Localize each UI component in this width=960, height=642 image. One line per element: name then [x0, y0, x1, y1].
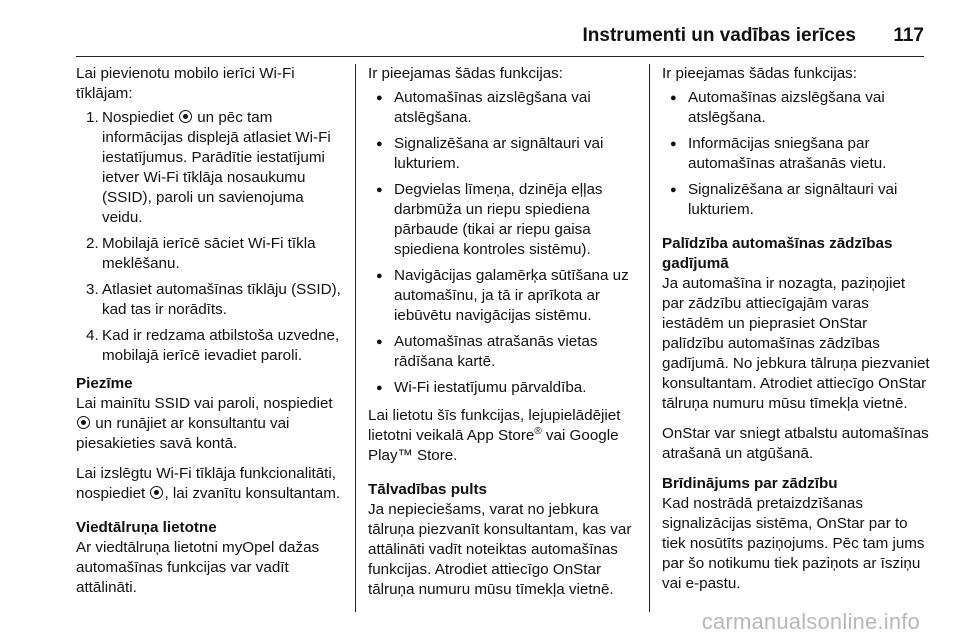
header-rule	[76, 56, 924, 57]
list-item: ● Wi-Fi iestatījumu pārvaldība.	[368, 378, 636, 398]
consultant-icon	[77, 416, 90, 429]
vehicle-locate-text: OnStar var sniegt atbalstu automašīnas atrašanā un atgūšanā.	[662, 425, 929, 462]
smartphone-app-heading: Viedtālruņa lietotne	[76, 519, 217, 536]
consultant-icon	[150, 486, 163, 499]
list-item: ● Degvielas līmeņa, dzinēja eļļas darbmūža un riepu spiediena pārbaude (tikai ar riepu gaisa spiediena kontroles sistēmu).	[368, 180, 636, 260]
list-item: ● Signalizēšana ar signāltauri vai lukturiem.	[662, 180, 930, 220]
list-item: ● Navigācijas galamērķa sūtīšana uz automašīnu, ja tā ir aprīkota ar iebūvētu navigācijas sistēmu.	[368, 266, 636, 326]
column-divider	[649, 64, 650, 612]
functions-intro: Ir pieejamas šādas funkcijas:	[368, 65, 563, 82]
watermark: carmanualsonline.info	[701, 609, 920, 634]
wifi-off-text: Lai izslēgtu Wi-Fi tīklāja funkcionalitāti, nospiediet , lai zvanītu konsultantam.	[76, 465, 341, 502]
list-item: 3. Atlasiet automašīnas tīklāju (SSID), kad tas ir norādīts.	[86, 281, 341, 318]
list-item: ● Automašīnas aizslēgšana vai atslēgšana.	[368, 88, 636, 128]
theft-assistance-text: Ja automašīna ir nozagta, paziņojiet par zādzību attiecīgajām varas iestādēm un pieprasiet OnStar palīdzību automašīnas zādzības gadījumā. No jebkura tālruņa piezvaniet konsultantam. Atrodiet attiecīgo OnStar tālruņa numuru mūsu tīmekļa vietnē.	[662, 275, 930, 412]
smartphone-app-text: Ar viedtālruņa lietotni myOpel dažas automašīnas funkcijas var vadīt attālināti.	[76, 539, 320, 596]
remote-control-heading: Tālvadības pults	[368, 481, 488, 498]
page-number: 117	[893, 25, 924, 46]
page-header	[0, 0, 960, 58]
column-3	[662, 64, 930, 604]
note-text: Lai mainītu SSID vai paroli, nospiediet un runājiet ar konsultantu vai piesakieties savā kontā.	[76, 395, 333, 452]
note-heading: Piezīme	[76, 375, 133, 392]
theft-warning-heading: Brīdinājums par zādzību	[662, 475, 838, 492]
wifi-intro: Lai pievienotu mobilo ierīci Wi-Fi tīklājam:	[76, 65, 295, 102]
remote-control-text: Ja nepieciešams, varat no jebkura tālruņa piezvanīt konsultantam, kas var attālināti vadīt noteiktas automašīnas funkcijas. Atrodiet attiecīgo OnStar tālruņa numuru mūsu tīmekļa vietnē.	[368, 501, 632, 598]
functions-list	[662, 88, 930, 220]
chapter-title: Instrumenti un vadības ierīces	[582, 25, 856, 46]
wifi-steps	[76, 108, 344, 366]
app-download-text: Lai lietotu šīs funkcijas, lejupielādējiet lietotni veikalā App Store® vai Google Play™ Store.	[368, 407, 621, 464]
theft-assistance-heading: Palīdzība automašīnas zādzības gadījumā	[662, 235, 893, 272]
column-divider	[355, 64, 356, 612]
list-item: ● Informācijas sniegšana par automašīnas atrašanās vietu.	[662, 134, 930, 174]
functions-list	[368, 88, 636, 398]
functions-intro: Ir pieejamas šādas funkcijas:	[662, 65, 857, 82]
column-2	[368, 64, 636, 610]
list-item: ● Automašīnas atrašanās vietas rādīšana kartē.	[368, 332, 636, 372]
list-item: 4. Kad ir redzama atbilstoša uzvedne, mobilajā ierīcē ievadiet paroli.	[86, 327, 340, 364]
theft-warning-text: Kad nostrādā pretaizdzīšanas signalizācijas sistēma, OnStar par to tiek nosūtīts paziņojums. Pēc tam jums par šo notikumu tiek paziņots ar īsziņu vai e-pastu.	[662, 495, 925, 592]
onstar-icon	[179, 110, 192, 123]
list-item: 1. Nospiediet un pēc tam informācijas displejā atlasiet Wi-Fi iestatījumus. Parādītie iestatījumi ietver Wi-Fi tīklāja nosaukumu (SSID), paroli un savienojuma veidu.	[86, 109, 331, 226]
list-item: ● Automašīnas aizslēgšana vai atslēgšana.	[662, 88, 930, 128]
column-1	[76, 64, 344, 608]
list-item: 2. Mobilajā ierīcē sāciet Wi-Fi tīkla meklēšanu.	[86, 235, 316, 272]
list-item: ● Signalizēšana ar signāltauri vai lukturiem.	[368, 134, 636, 174]
